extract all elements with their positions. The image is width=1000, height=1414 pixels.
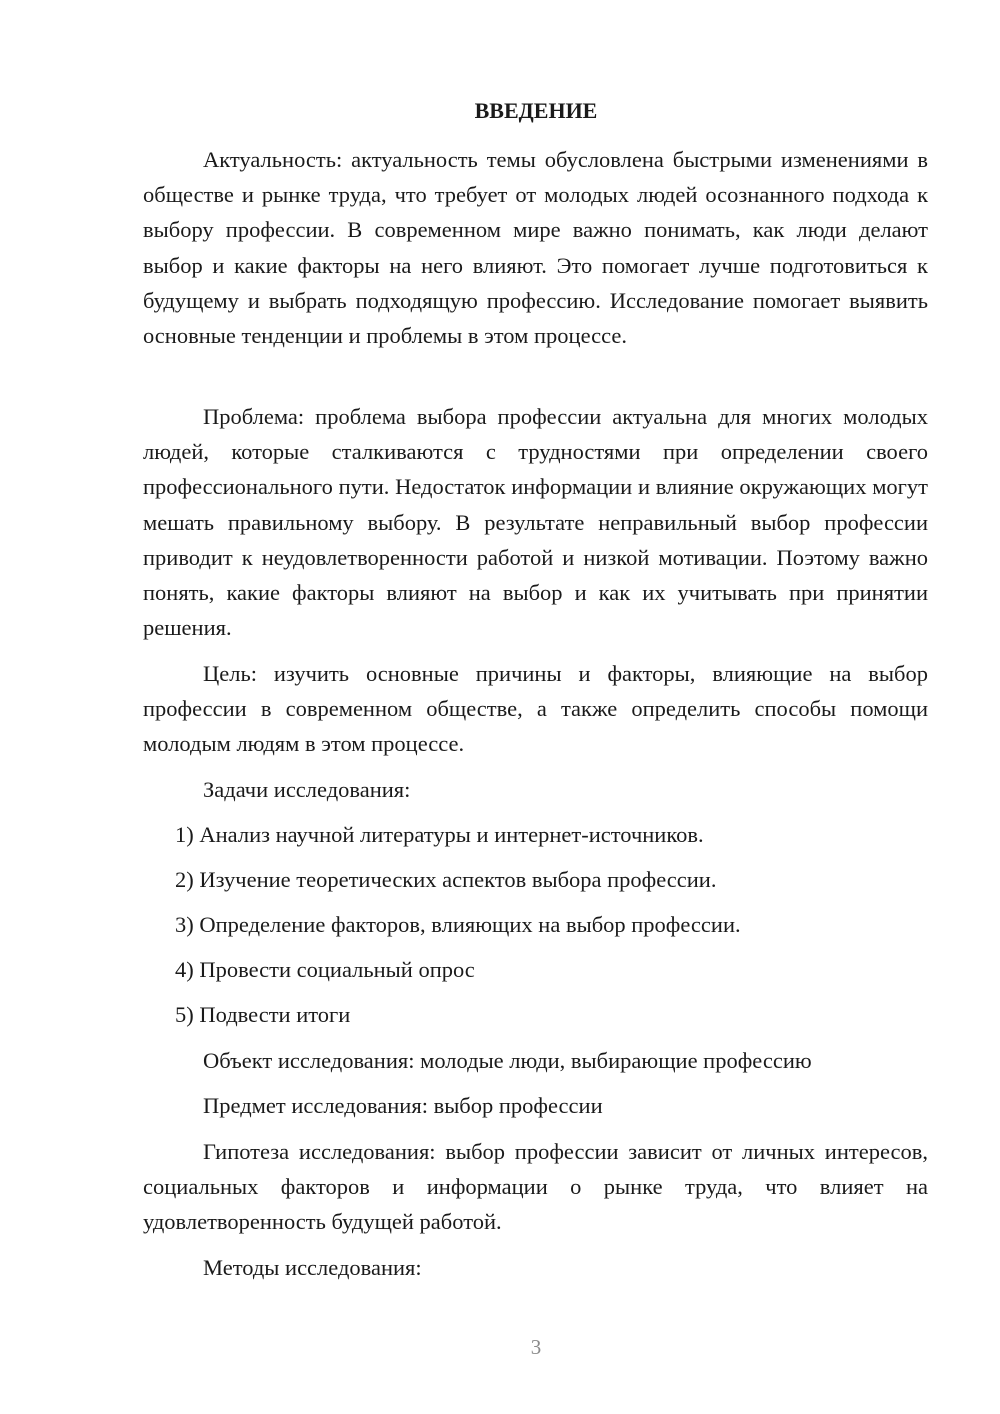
task-item-1: 1) Анализ научной литературы и интернет-источников. — [175, 822, 704, 847]
tasks-heading: Задачи исследования: — [203, 777, 411, 802]
task-item-3: 3) Определение факторов, влияющих на выбор профессии. — [175, 912, 741, 937]
paragraph-hypothesis: Гипотеза исследования: выбор профессии зависит от личных интересов, социальных факторов и информации о рынке труда, что влияет на удовлетворенность будущей работой. — [143, 1139, 928, 1235]
paragraph-relevance: Актуальность: актуальность темы обусловлена быстрыми изменениями в обществе и рынке труда, что требует от молодых людей осознанного подхода к выбору профессии. В современном мире важно понимать, как люди делают выбор и какие факторы на него влияют. Это помогает лучше подготовиться к будущему и выбрать подходящую профессию. Исследование помогает выявить основные тенденции и проблемы в этом процессе. — [143, 147, 928, 349]
paragraph-problem: Проблема: проблема выбора профессии актуальна для многих молодых людей, которые сталкиваются с трудностями при определении своего профессионального пути. Недостаток информации и влияние окружающих могут мешать правильному выбору. В результате неправильный выбор профессии приводит к неудовлетворенности работой и низкой мотивации. Поэтому важно понять, какие факторы влияют на выбор и как их учитывать при принятии решения. — [143, 404, 928, 641]
task-item-5: 5) Подвести итоги — [175, 1002, 351, 1027]
methods-heading: Методы исследования: — [203, 1255, 422, 1280]
paragraph-subject: Предмет исследования: выбор профессии — [203, 1093, 603, 1118]
task-item-2: 2) Изучение теоретических аспектов выбора профессии. — [175, 867, 717, 892]
paragraph-object: Объект исследования: молодые люди, выбирающие профессию — [203, 1048, 812, 1073]
task-item-4: 4) Провести социальный опрос — [175, 957, 475, 982]
page-title: ВВЕДЕНИЕ — [474, 98, 598, 123]
paragraph-goal: Цель: изучить основные причины и факторы, влияющие на выбор профессии в современном обществе, а также определить способы помощи молодым людям в этом процессе. — [143, 661, 928, 757]
page-number: 3 — [530, 1335, 542, 1359]
